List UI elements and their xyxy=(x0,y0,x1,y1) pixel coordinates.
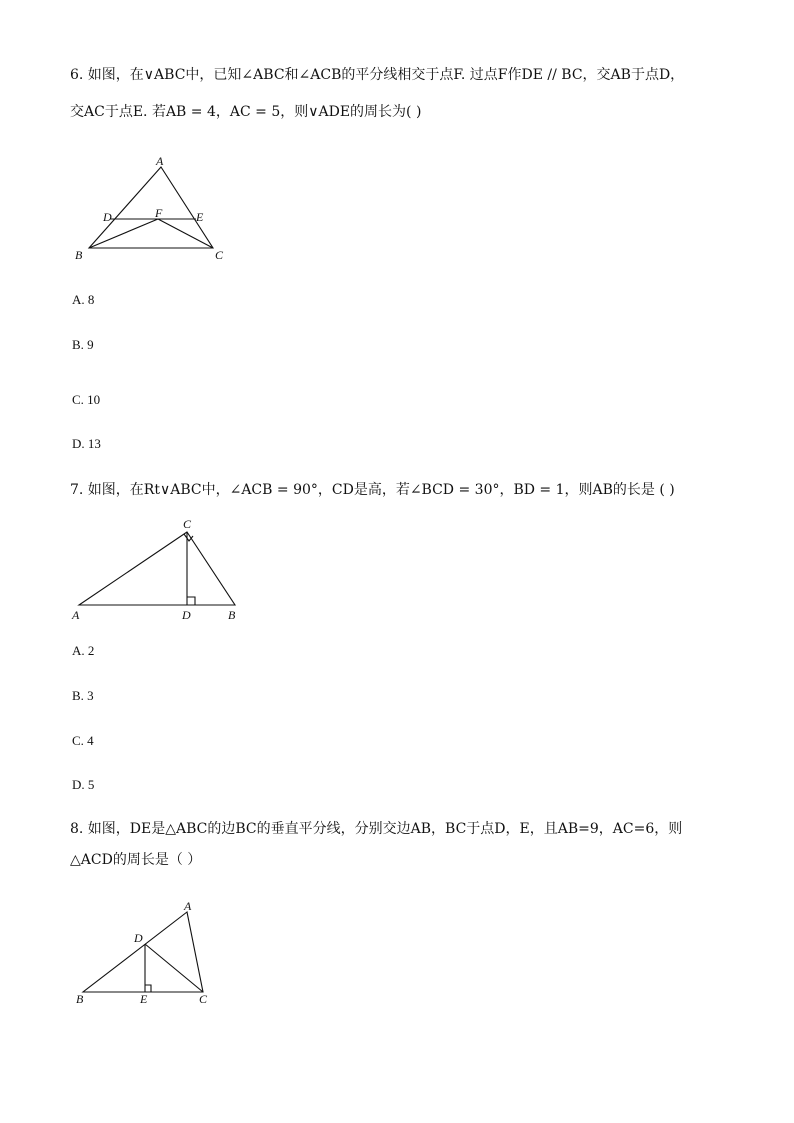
q8-label-a: A xyxy=(184,899,192,913)
q8-label-e: E xyxy=(140,992,148,1006)
q6-option-a[interactable]: A. 8 xyxy=(72,292,95,307)
q7-label-a: A xyxy=(72,608,80,622)
q6-stem-line1: 6. 如图，在∨ABC中，已知∠ABC和∠ACB的平分线相交于点F. 过点F作DE // BC，交AB于点D， xyxy=(70,67,685,83)
q8-figure xyxy=(70,895,220,1010)
q7-label-c: C xyxy=(183,517,192,531)
q7-label-d: D xyxy=(182,608,191,622)
q7-figure xyxy=(65,512,255,627)
q6-segment-cf xyxy=(158,219,213,248)
q7-option-a[interactable]: A. 2 xyxy=(72,643,95,658)
q6-figure xyxy=(70,150,240,270)
q6-option-b[interactable]: B. 9 xyxy=(72,337,94,352)
q6-label-d: D xyxy=(103,210,112,224)
q7-label-b: B xyxy=(228,608,236,622)
q7-triangle-abc xyxy=(79,532,235,605)
q7-option-b[interactable]: B. 3 xyxy=(72,688,94,703)
q8-stem-line2: △ACD的周长是（ ） xyxy=(70,852,202,868)
q7-option-c[interactable]: C. 4 xyxy=(72,733,94,748)
q8-label-c: C xyxy=(199,992,208,1006)
q6-label-f: F xyxy=(155,206,163,220)
q6-label-c: C xyxy=(215,248,224,262)
q6-triangle-abc xyxy=(89,167,213,248)
q6-label-b: B xyxy=(75,248,83,262)
q8-triangle-abc xyxy=(83,912,203,992)
q7-option-d[interactable]: D. 5 xyxy=(72,777,95,792)
q6-stem-line2: 交AC于点E. 若AB = 4，AC = 5，则∨ADE的周长为( ) xyxy=(70,104,422,120)
q8-label-d: D xyxy=(134,931,143,945)
q7-right-angle-d xyxy=(187,597,195,605)
q6-option-c[interactable]: C. 10 xyxy=(72,392,101,407)
q6-label-a: A xyxy=(156,154,164,168)
q8-stem-line1: 8. 如图，DE是△ABC的边BC的垂直平分线，分别交边AB，BC于点D，E，且AB=9，AC=6，则 xyxy=(70,821,683,837)
q6-segment-bf xyxy=(89,219,158,248)
q8-right-angle-e xyxy=(145,985,151,992)
q8-label-b: B xyxy=(76,992,84,1006)
q6-label-e: E xyxy=(196,210,204,224)
q6-option-d[interactable]: D. 13 xyxy=(72,436,101,451)
q7-stem-line1: 7. 如图，在Rt∨ABC中，∠ACB = 90°，CD是高，若∠BCD = 30°，BD = 1，则AB的长是 ( ) xyxy=(70,482,675,498)
